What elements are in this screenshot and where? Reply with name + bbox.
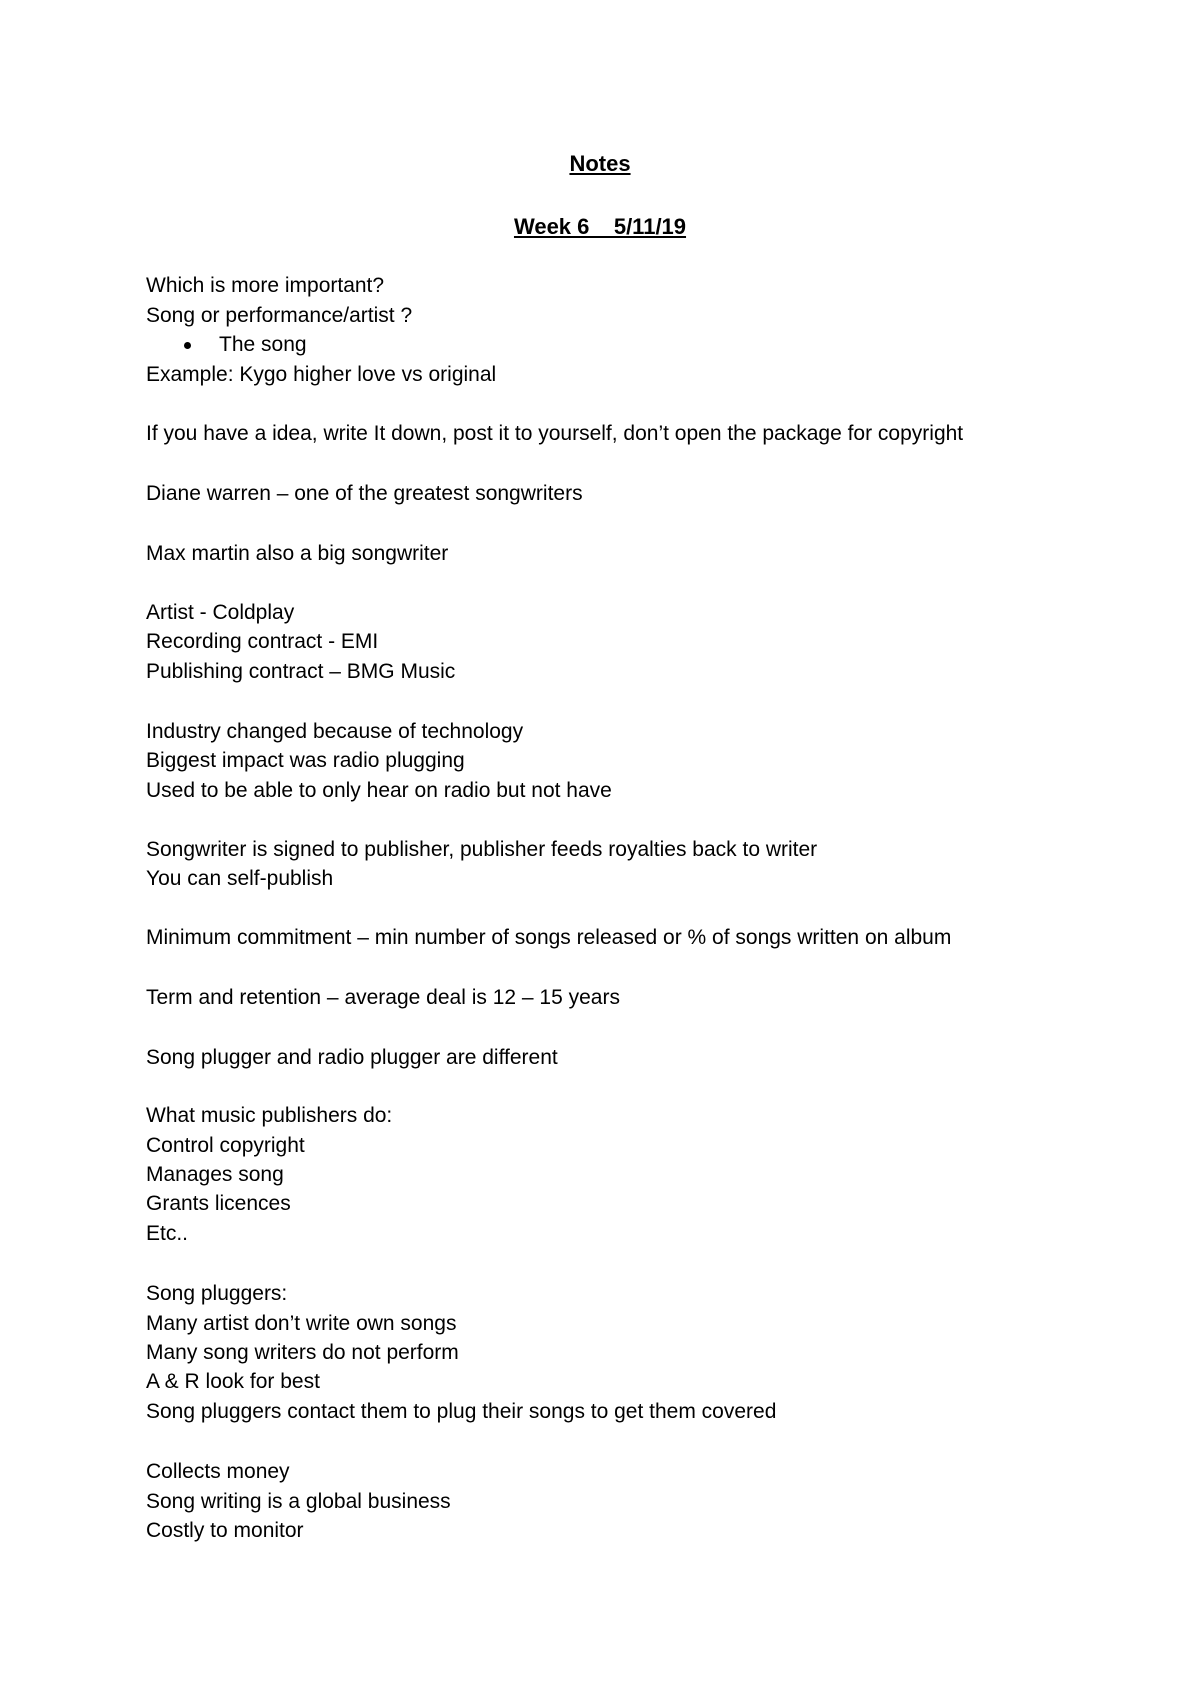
note-line: Song pluggers: xyxy=(146,1282,288,1305)
note-line: Collects money xyxy=(146,1460,290,1483)
note-line: Term and retention – average deal is 12 – 15 years xyxy=(146,986,620,1009)
note-line: Song or performance/artist ? xyxy=(146,304,413,327)
note-line: Recording contract - EMI xyxy=(146,630,379,653)
note-line: Artist - Coldplay xyxy=(146,601,295,624)
bullet-icon xyxy=(184,342,191,349)
note-line: Max martin also a big songwriter xyxy=(146,542,449,565)
note-line: Biggest impact was radio plugging xyxy=(146,749,465,772)
note-line: Which is more important? xyxy=(146,274,385,297)
note-line: Used to be able to only hear on radio but not have xyxy=(146,779,612,802)
note-line: Songwriter is signed to publisher, publisher feeds royalties back to writer xyxy=(146,838,818,861)
note-line: Diane warren – one of the greatest songwriters xyxy=(146,482,583,505)
note-line: Many artist don’t write own songs xyxy=(146,1312,457,1335)
note-line: You can self-publish xyxy=(146,867,334,890)
document-title: Notes xyxy=(569,151,631,176)
note-line: Song plugger and radio plugger are different xyxy=(146,1046,558,1069)
note-line: If you have a idea, write It down, post it to yourself, don’t open the package for copyright xyxy=(146,422,964,445)
note-line: Many song writers do not perform xyxy=(146,1341,459,1364)
document-subtitle: Week 6 5/11/19 xyxy=(513,214,687,239)
note-line: Etc.. xyxy=(146,1222,189,1245)
bullet-text: The song xyxy=(219,333,307,356)
note-line: Minimum commitment – min number of songs released or % of songs written on album xyxy=(146,926,952,949)
note-line: Industry changed because of technology xyxy=(146,720,524,743)
note-line: Song writing is a global business xyxy=(146,1490,451,1513)
note-line: Control copyright xyxy=(146,1134,305,1157)
note-line: Publishing contract – BMG Music xyxy=(146,660,456,683)
note-line: Grants licences xyxy=(146,1192,291,1215)
note-line: Example: Kygo higher love vs original xyxy=(146,363,497,386)
note-line: Song pluggers contact them to plug their songs to get them covered xyxy=(146,1400,777,1423)
note-line: Costly to monitor xyxy=(146,1519,304,1542)
note-line: A & R look for best xyxy=(146,1370,320,1393)
note-line: Manages song xyxy=(146,1163,284,1186)
note-line: What music publishers do: xyxy=(146,1104,393,1127)
